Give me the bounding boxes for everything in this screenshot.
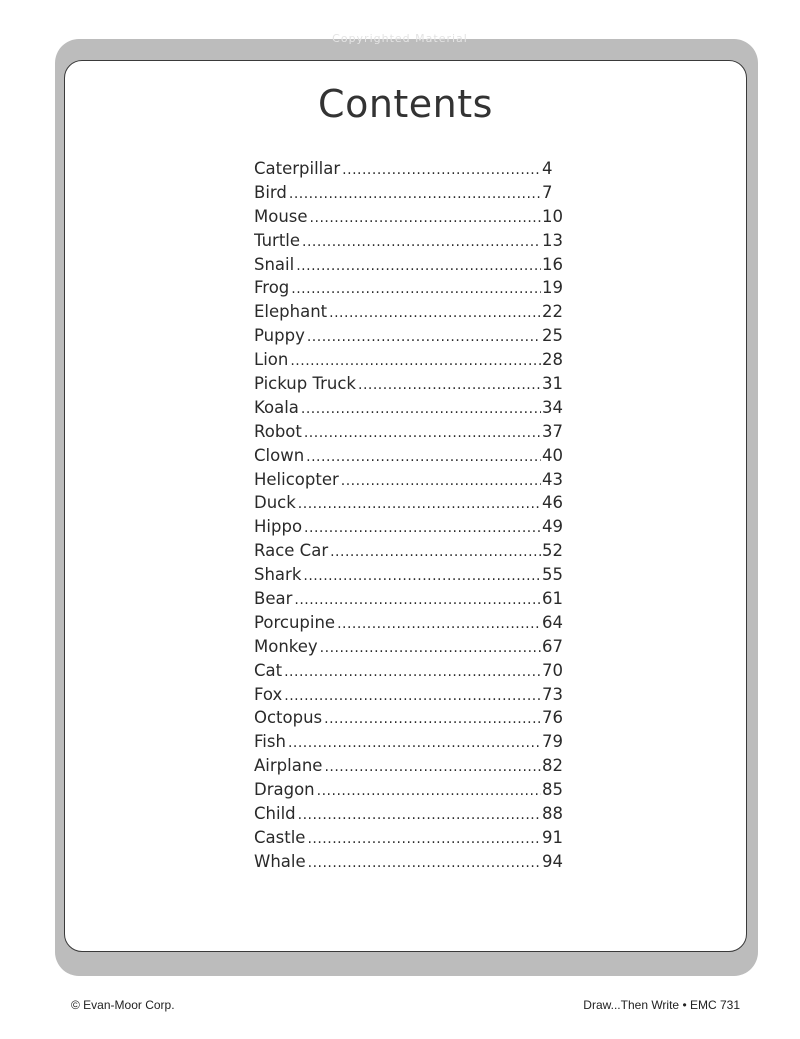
toc-dot-leader	[330, 544, 541, 560]
toc-dot-leader	[289, 186, 541, 202]
toc-entry	[254, 422, 566, 446]
toc-dot-leader	[298, 807, 541, 823]
toc-dot-leader	[294, 592, 541, 608]
toc-dot-leader	[337, 616, 541, 632]
toc-dot-leader	[306, 449, 541, 465]
toc-entry-page: 10	[542, 206, 563, 226]
toc-entry-page: 34	[542, 397, 563, 417]
toc-entry-name: Duck	[254, 493, 296, 513]
toc-entry-page: 16	[542, 254, 563, 274]
toc-entry-page: 82	[542, 756, 563, 776]
toc-entry-page: 49	[542, 517, 563, 537]
toc-entry-name: Lion	[254, 350, 289, 370]
toc-entry	[254, 756, 566, 780]
toc-entry	[254, 493, 566, 517]
toc-dot-leader	[307, 329, 541, 345]
toc-entry-name: Fish	[254, 732, 286, 752]
toc-entry-name: Bird	[254, 182, 287, 202]
toc-entry	[254, 255, 566, 279]
toc-entry	[254, 159, 566, 183]
toc-entry-page: 52	[542, 541, 563, 561]
toc-entry	[254, 374, 566, 398]
toc-entry-name: Pickup Truck	[254, 374, 356, 394]
toc-dot-leader	[317, 783, 541, 799]
toc-entry	[254, 852, 566, 876]
toc-entry-page: 94	[542, 851, 563, 871]
toc-entry-page: 70	[542, 660, 563, 680]
toc-dot-leader	[288, 735, 541, 751]
toc-entry-page: 88	[542, 804, 563, 824]
toc-entry	[254, 565, 566, 589]
toc-entry	[254, 446, 566, 470]
toc-entry	[254, 517, 566, 541]
toc-entry	[254, 804, 566, 828]
page-title: Contents	[318, 82, 493, 126]
toc-dot-leader	[310, 210, 541, 226]
toc-entry-name: Koala	[254, 397, 299, 417]
toc-entry-name: Puppy	[254, 326, 305, 346]
toc-entry	[254, 589, 566, 613]
toc-dot-leader	[324, 759, 541, 775]
toc-entry	[254, 637, 566, 661]
toc-entry-name: Elephant	[254, 302, 328, 322]
toc-entry	[254, 350, 566, 374]
toc-entry-page: 22	[542, 302, 563, 322]
toc-entry-name: Robot	[254, 421, 302, 441]
toc-entry-name: Cat	[254, 660, 283, 680]
toc-entry	[254, 398, 566, 422]
toc-dot-leader	[301, 401, 541, 417]
toc-entry-page: 64	[542, 612, 563, 632]
toc-entry	[254, 685, 566, 709]
table-of-contents	[254, 159, 566, 876]
toc-dot-leader	[284, 688, 541, 704]
toc-entry-name: Snail	[254, 254, 295, 274]
toc-dot-leader	[290, 353, 541, 369]
toc-entry	[254, 207, 566, 231]
toc-entry	[254, 231, 566, 255]
toc-entry-name: Turtle	[254, 230, 301, 250]
toc-entry-page: 43	[542, 469, 563, 489]
toc-dot-leader	[304, 520, 541, 536]
toc-entry-name: Castle	[254, 827, 306, 847]
toc-entry-page: 37	[542, 421, 563, 441]
toc-entry-name: Whale	[254, 851, 306, 871]
toc-entry	[254, 613, 566, 637]
footer-publisher: © Evan-Moor Corp.	[71, 998, 175, 1012]
toc-dot-leader	[296, 258, 541, 274]
toc-entry-page: 25	[542, 326, 563, 346]
toc-entry-name: Hippo	[254, 517, 303, 537]
toc-dot-leader	[329, 305, 541, 321]
toc-entry-name: Helicopter	[254, 469, 339, 489]
toc-entry-name: Bear	[254, 589, 293, 609]
toc-entry-name: Caterpillar	[254, 159, 341, 178]
toc-dot-leader	[298, 496, 541, 512]
toc-entry-page: 67	[542, 636, 563, 656]
toc-entry-page: 4	[542, 159, 553, 178]
toc-entry-page: 28	[542, 350, 563, 370]
toc-entry-page: 7	[542, 182, 553, 202]
toc-entry-page: 76	[542, 708, 563, 728]
copyright-watermark: Copyrighted Material	[332, 32, 468, 45]
toc-entry-page: 79	[542, 732, 563, 752]
toc-entry-page: 55	[542, 565, 563, 585]
toc-entry	[254, 661, 566, 685]
toc-dot-leader	[307, 831, 541, 847]
toc-entry-name: Mouse	[254, 206, 308, 226]
toc-dot-leader	[320, 640, 541, 656]
toc-entry-name: Porcupine	[254, 612, 336, 632]
toc-entry	[254, 470, 566, 494]
toc-entry-name: Fox	[254, 684, 283, 704]
toc-entry-name: Airplane	[254, 756, 323, 776]
toc-entry-page: 85	[542, 780, 563, 800]
toc-entry	[254, 708, 566, 732]
toc-dot-leader	[302, 234, 541, 250]
toc-entry-name: Child	[254, 804, 296, 824]
toc-entry-name: Monkey	[254, 636, 318, 656]
toc-dot-leader	[284, 664, 541, 680]
toc-dot-leader	[342, 162, 541, 178]
toc-entry	[254, 278, 566, 302]
toc-entry	[254, 780, 566, 804]
toc-entry-page: 46	[542, 493, 563, 513]
toc-dot-leader	[341, 473, 541, 489]
toc-entry	[254, 326, 566, 350]
toc-entry-page: 73	[542, 684, 563, 704]
toc-entry-name: Race Car	[254, 541, 329, 561]
toc-entry-name: Clown	[254, 445, 305, 465]
toc-entry-name: Frog	[254, 278, 290, 298]
toc-dot-leader	[324, 711, 541, 727]
toc-dot-leader	[358, 377, 541, 393]
toc-entry-page: 13	[542, 230, 563, 250]
toc-entry-page: 31	[542, 374, 563, 394]
toc-entry-page: 91	[542, 827, 563, 847]
toc-entry	[254, 732, 566, 756]
toc-entry-name: Dragon	[254, 780, 315, 800]
toc-entry-page: 40	[542, 445, 563, 465]
toc-entry-name: Octopus	[254, 708, 323, 728]
toc-dot-leader	[291, 281, 541, 297]
toc-dot-leader	[303, 568, 541, 584]
toc-entry	[254, 828, 566, 852]
footer-book-code: Draw...Then Write • EMC 731	[583, 998, 740, 1012]
toc-entry	[254, 183, 566, 207]
toc-dot-leader	[304, 425, 541, 441]
toc-entry-name: Shark	[254, 565, 302, 585]
toc-dot-leader	[308, 855, 541, 871]
toc-entry	[254, 541, 566, 565]
toc-entry	[254, 302, 566, 326]
toc-entry-page: 19	[542, 278, 563, 298]
toc-entry-page: 61	[542, 589, 563, 609]
